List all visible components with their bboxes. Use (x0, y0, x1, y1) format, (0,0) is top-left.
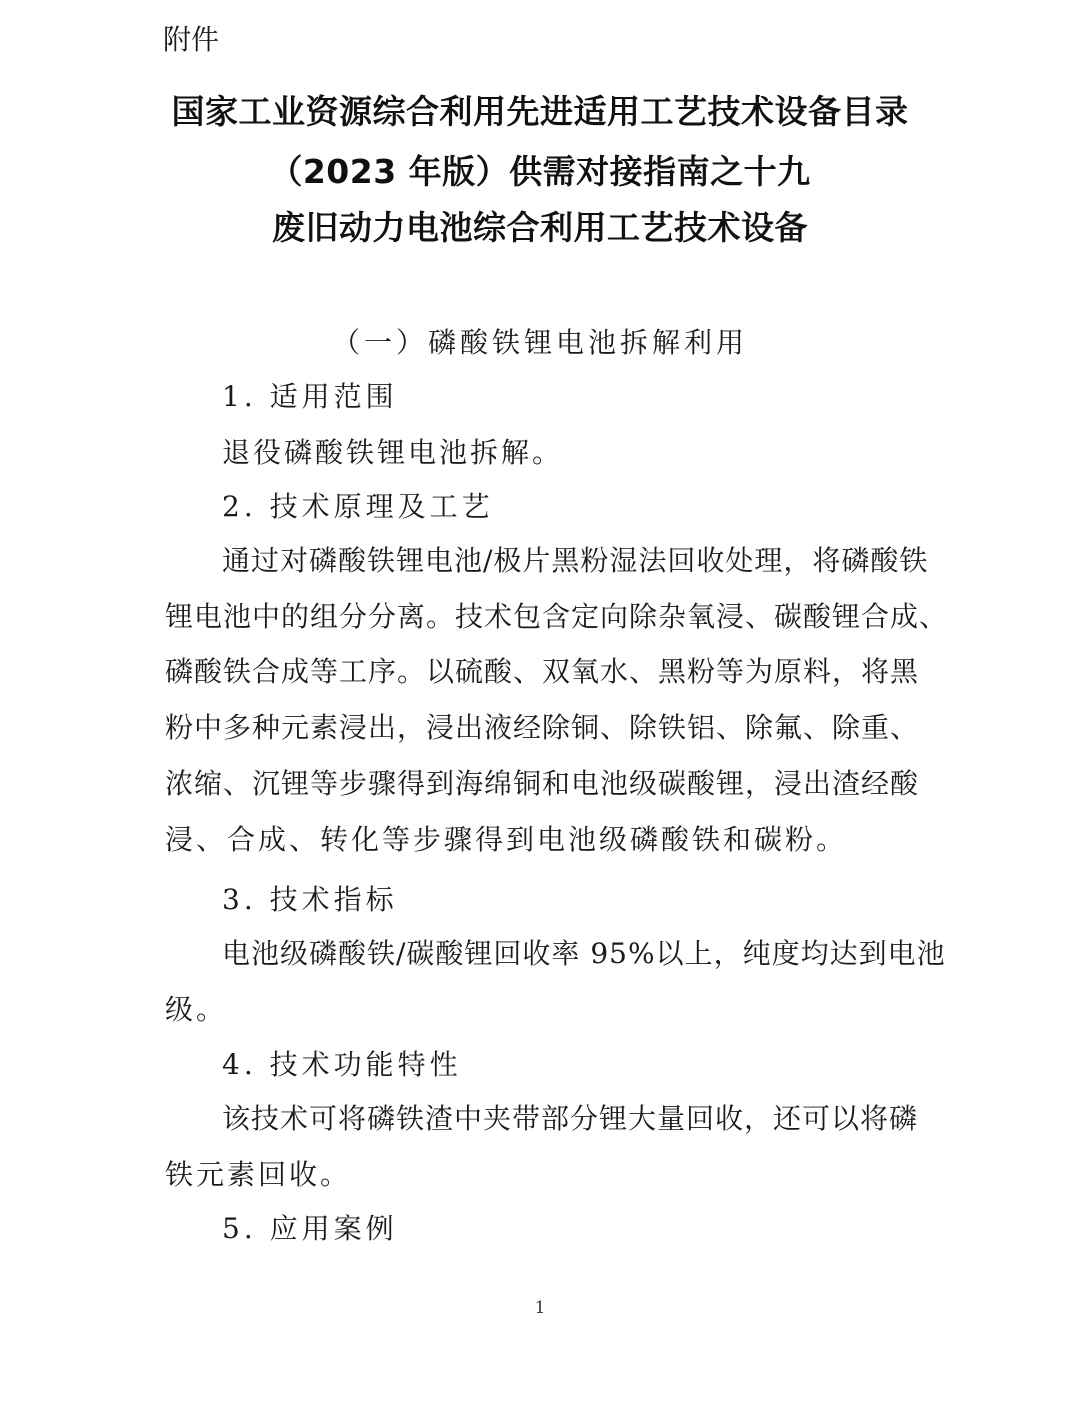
principle-line: 磷酸铁合成等工序。以硫酸、双氧水、黑粉等为原料，将黑 (165, 655, 920, 688)
principle-line: 粉中多种元素浸出，浸出液经除铜、除铁铝、除氟、除重、 (165, 711, 920, 744)
principle-line: 浓缩、沉锂等步骤得到海绵铜和电池级碳酸锂，浸出渣经酸 (165, 767, 920, 800)
scope-text: 退役磷酸铁锂电池拆解。 (222, 436, 564, 469)
subheading-cases: 5. 应用案例 (222, 1212, 398, 1245)
subheading-features: 4. 技术功能特性 (222, 1048, 462, 1081)
indicators-line: 级。 (165, 993, 228, 1026)
subheading-indicators: 3. 技术指标 (222, 883, 398, 916)
document-title-line-3: 废旧动力电池综合利用工艺技术设备 (272, 208, 808, 247)
features-line: 该技术可将磷铁渣中夹带部分锂大量回收，还可以将磷 (222, 1102, 919, 1135)
section-heading: （一）磷酸铁锂电池拆解利用 (331, 326, 748, 359)
features-line: 铁元素回收。 (165, 1158, 352, 1191)
principle-line: 浸、合成、转化等步骤得到电池级磷酸铁和碳粉。 (165, 823, 848, 856)
document-title-line-1: 国家工业资源综合利用先进适用工艺技术设备目录 (171, 92, 909, 131)
document-title-line-2: （2023 年版）供需对接指南之十九 (269, 152, 811, 191)
subheading-scope: 1. 适用范围 (222, 380, 398, 413)
principle-line: 锂电池中的组分分离。技术包含定向除杂氧浸、碳酸锂合成、 (165, 600, 949, 633)
attachment-label: 附件 (163, 23, 220, 56)
indicators-line: 电池级磷酸铁/碳酸锂回收率 95%以上，纯度均达到电池 (222, 937, 946, 970)
page-number: 1 (534, 1298, 546, 1318)
principle-line: 通过对磷酸铁锂电池/极片黑粉湿法回收处理，将磷酸铁 (222, 544, 929, 577)
subheading-principle: 2. 技术原理及工艺 (222, 490, 494, 523)
